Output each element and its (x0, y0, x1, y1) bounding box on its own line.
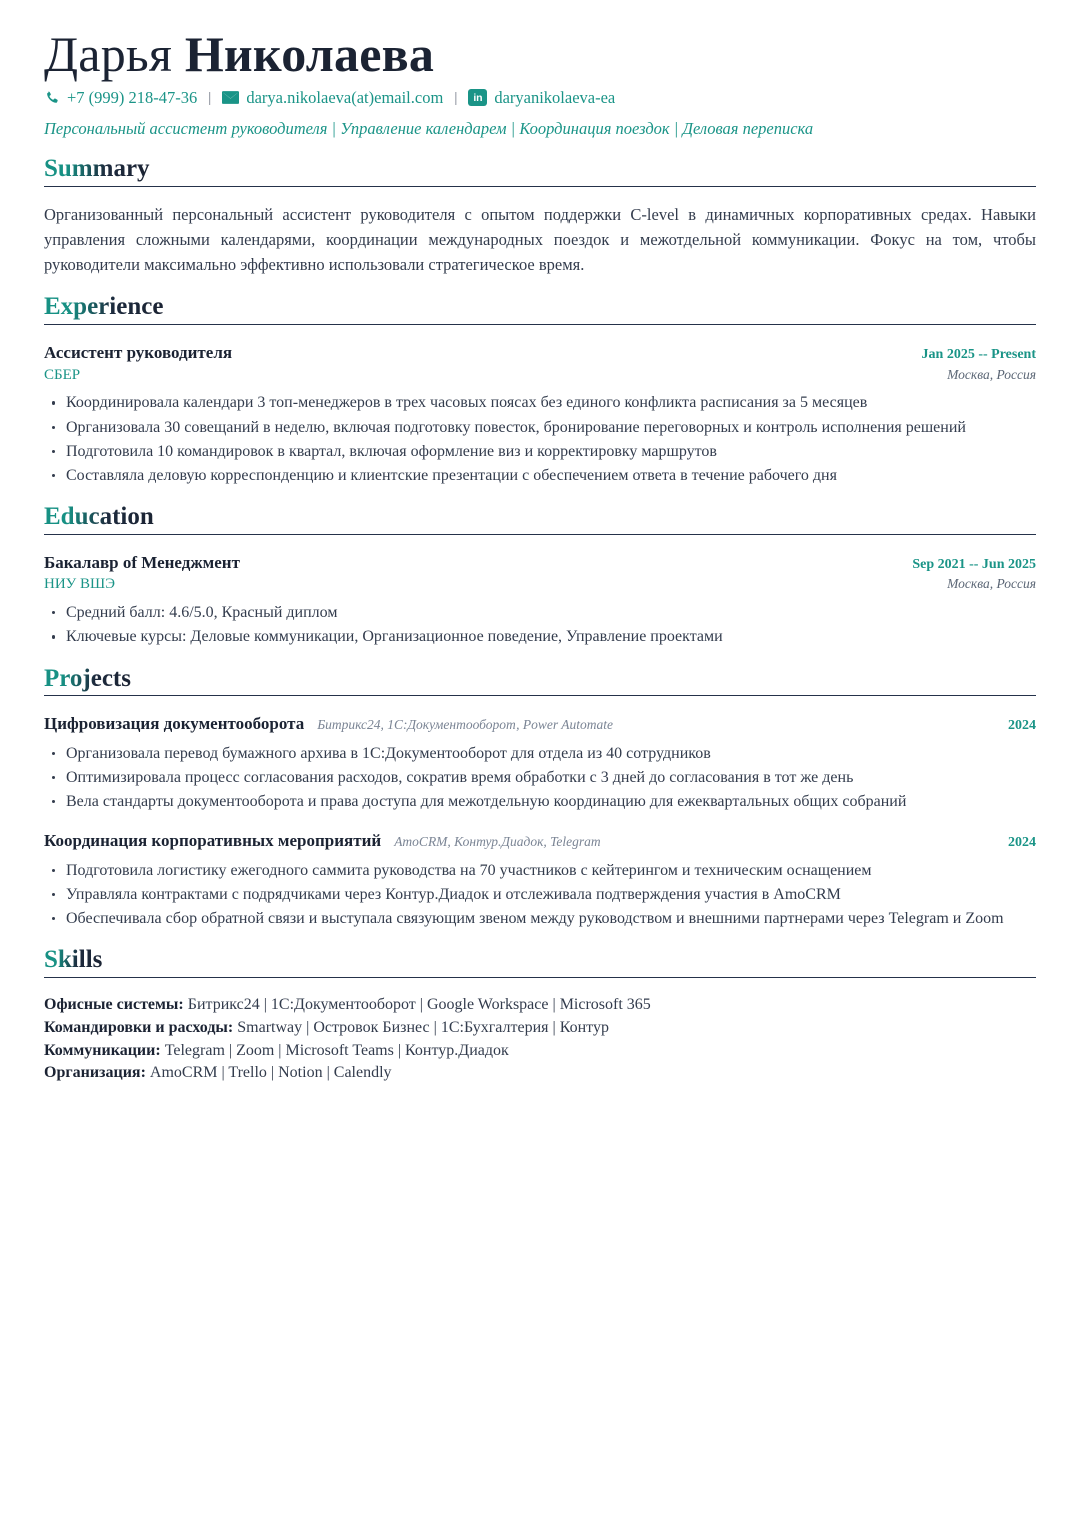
first-name: Дарья (44, 26, 173, 82)
list-item: Средний балл: 4.6/5.0, Красный диплом (44, 601, 1036, 624)
project-stack: AmoCRM, Контур.Диадок, Telegram (394, 834, 601, 850)
skill-values: Telegram | Zoom | Microsoft Teams | Контур.Диадок (164, 1041, 509, 1059)
list-item: Организовала 30 совещаний в неделю, включая подготовку повесток, бронирование переговорных и контроль исполнения решений (44, 416, 1036, 439)
entry-subheader-row (44, 366, 1036, 385)
skill-row (44, 1040, 1036, 1063)
company-name: СБЕР (44, 366, 81, 383)
section-title-summary: Summary (44, 155, 150, 183)
list-item: Ключевые курсы: Деловые коммуникации, Организационное поведение, Управление проектами (44, 625, 1036, 648)
list-item: Подготовила логистику ежегодного саммита руководства на 70 участников с кейтерингом и техническим оснащением (44, 859, 1036, 882)
linkedin-text: daryanikolaeva-ea (494, 88, 616, 107)
section-title-skills: Skills (44, 946, 103, 974)
project-title-group (44, 830, 601, 851)
skill-row (44, 1062, 1036, 1085)
skill-category: Офисные системы: (44, 996, 184, 1014)
list-item: Обеспечивала сбор обратной связи и выступала связующим звеном между руководством и внешними партнерами через Telegram и Zoom (44, 907, 1036, 930)
education-date: Sep 2021 -- Jun 2025 (912, 556, 1036, 572)
project-entry (44, 830, 1036, 930)
skills-list (44, 994, 1036, 1085)
project-year: 2024 (1008, 835, 1036, 851)
section-projects (44, 665, 1036, 931)
list-item: Подготовила 10 командировок в квартал, включая оформление виз и корректировку маршрутов (44, 440, 1036, 463)
section-divider (44, 977, 1036, 978)
project-title: Цифровизация документооборота (44, 714, 305, 734)
contact-linkedin[interactable] (468, 88, 615, 108)
list-item: Организовала перевод бумажного архива в 1С:Документооборот для отдела из 40 сотрудников (44, 742, 1036, 765)
phone-text: +7 (999) 218-47-36 (67, 88, 198, 107)
contact-separator-1: | (208, 89, 212, 106)
candidate-name (44, 26, 1036, 82)
section-experience (44, 293, 1036, 487)
job-date: Jan 2025 -- Present (921, 347, 1036, 363)
linkedin-icon: in (468, 89, 487, 106)
email-text: darya.nikolaeva(at)email.com (246, 88, 444, 107)
education-entry (44, 552, 1036, 649)
section-title-projects: Projects (44, 664, 131, 692)
summary-text: Организованный персональный ассистент руководителя с опытом поддержки C-level в динамичных корпоративных средах. Навыки управления сложными календарями, координации международных поездок и межотдельной коммуникации. Фокус на том, чтобы руководители максимально эффективно использовали стратегическое время. (44, 205, 1036, 274)
section-divider (44, 695, 1036, 696)
project-entry (44, 713, 1036, 813)
project-stack: Битрикс24, 1С:Документооборот, Power Automate (317, 717, 613, 733)
list-item: Управляла контрактами с подрядчиками через Контур.Диадок и отслеживала подтверждения участия в AmoCRM (44, 883, 1036, 906)
phone-icon (44, 90, 60, 106)
project-title: Координация корпоративных мероприятий (44, 831, 382, 851)
contact-line (44, 88, 1036, 108)
degree-title: Бакалавр of Менеджмент (44, 552, 240, 572)
project-bullets (44, 742, 1036, 814)
last-name: Николаева (184, 26, 435, 82)
skill-values: Smartway | Островок Бизнес | 1С:Бухгалтерия | Контур (237, 1018, 609, 1036)
section-divider (44, 324, 1036, 325)
project-header-row (44, 830, 1036, 852)
list-item: Оптимизировала процесс согласования расходов, сократив время обработки с 3 дней до согласования в тот же день (44, 766, 1036, 789)
project-title-group (44, 713, 613, 734)
section-education (44, 503, 1036, 648)
list-item: Вела стандарты документооборота и права доступа для межотдельную координацию для ежеквартальных общих собраний (44, 790, 1036, 813)
experience-entry (44, 342, 1036, 487)
education-bullets (44, 601, 1036, 648)
resume-header (44, 26, 1036, 139)
job-location: Москва, Россия (947, 366, 1036, 382)
list-item: Составляла деловую корреспонденцию и клиентские презентации с обеспечением ответа в течение рабочего дня (44, 464, 1036, 487)
section-divider (44, 186, 1036, 187)
contact-email[interactable] (222, 88, 443, 108)
envelope-icon (222, 91, 239, 104)
project-year: 2024 (1008, 718, 1036, 734)
section-skills (44, 946, 1036, 1085)
project-header-row (44, 713, 1036, 735)
institution-name: НИУ ВШЭ (44, 576, 116, 593)
section-title-education: Education (44, 503, 154, 531)
professional-tagline: Персональный ассистент руководителя | Управление календарем | Координация поездок | Деловая переписка (44, 118, 814, 138)
skill-category: Коммуникации: (44, 1041, 161, 1059)
skill-row (44, 994, 1036, 1017)
section-divider (44, 534, 1036, 535)
project-bullets (44, 859, 1036, 931)
education-location: Москва, Россия (947, 576, 1036, 592)
skill-values: Битрикс24 | 1С:Документооборот | Google Workspace | Microsoft 365 (187, 996, 651, 1014)
job-title: Ассистент руководителя (44, 343, 233, 363)
list-item: Координировала календари 3 топ-менеджеров в трех часовых поясах без единого конфликта расписания за 5 месяцев (44, 391, 1036, 414)
skill-category: Командировки и расходы: (44, 1018, 234, 1036)
skill-category: Организация: (44, 1064, 146, 1082)
contact-phone[interactable] (44, 88, 197, 108)
entry-subheader-row (44, 575, 1036, 594)
entry-header-row (44, 342, 1036, 364)
section-title-experience: Experience (44, 293, 164, 321)
skill-row (44, 1017, 1036, 1040)
job-bullets (44, 391, 1036, 487)
skill-values: AmoCRM | Trello | Notion | Calendly (149, 1064, 392, 1082)
entry-header-row (44, 552, 1036, 574)
contact-separator-2: | (454, 89, 458, 106)
section-summary (44, 155, 1036, 277)
